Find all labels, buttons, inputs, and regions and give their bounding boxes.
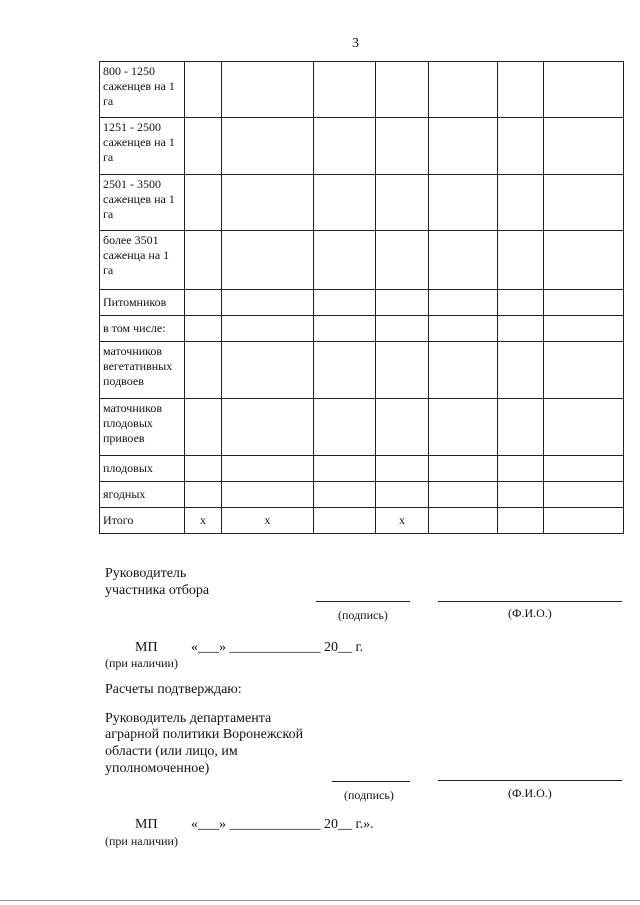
table-cell [185,482,222,508]
table-row [100,290,624,316]
table-row [100,175,624,231]
table-cell [185,118,222,175]
table-cell [498,399,544,456]
table-row [100,482,624,508]
table-cell [314,456,376,482]
table-cell [498,482,544,508]
table-row [100,342,624,399]
page-number: 3 [352,36,359,51]
table-cell [498,342,544,399]
table-cell [544,231,624,290]
table-cell [376,342,429,399]
table-cell [185,399,222,456]
name1-line [438,601,622,602]
row-label: маточников вегетативных подвоев [100,342,185,399]
planting-table [99,61,624,534]
table-cell [222,118,314,175]
table-cell [429,508,498,534]
table-cell [222,342,314,399]
table-cell [314,290,376,316]
row-label: ягодных [100,482,185,508]
table-cell [185,175,222,231]
table-row [100,316,624,342]
table-cell [376,399,429,456]
row-label: плодовых [100,456,185,482]
table-cell [222,456,314,482]
table-cell [314,342,376,399]
name2-line [438,780,622,781]
table-row [100,118,624,175]
table-cell [314,231,376,290]
signer2-title-line4: уполномоченное) [105,761,210,776]
signer1-title-line2: участника отбора [105,583,210,598]
table-cell [376,118,429,175]
table-cell [185,62,222,118]
table-cell [314,62,376,118]
table-cell [429,342,498,399]
row-label: более 3501 саженца на 1 га [100,231,185,290]
table-cell [376,175,429,231]
table-cell [185,290,222,316]
stamp2: МП [135,817,158,832]
signature2-line [332,781,410,782]
table-row [100,231,624,290]
table-cell [544,482,624,508]
table-cell [314,508,376,534]
signature1-line [316,601,410,602]
table-cell [185,231,222,290]
table-cell [222,316,314,342]
stamp1-note: (при наличии) [105,656,178,670]
table-row [100,399,624,456]
table-row [100,508,624,534]
table-cell [498,175,544,231]
table-cell [376,456,429,482]
table-cell [185,342,222,399]
table-cell [498,508,544,534]
table-cell [429,399,498,456]
table-cell [544,316,624,342]
signature1-caption: (подпись) [338,608,388,622]
table-cell [544,290,624,316]
table-cell [222,62,314,118]
table-cell [222,399,314,456]
table-cell [544,118,624,175]
name1-caption: (Ф.И.О.) [508,606,552,620]
table-cell [429,175,498,231]
name2-caption: (Ф.И.О.) [508,786,552,800]
table-cell [222,231,314,290]
table-cell [185,316,222,342]
row-label: 2501 - 3500 саженцев на 1 га [100,175,185,231]
date2: «___» _____________ 20__ г.». [191,817,374,832]
table-cell [314,118,376,175]
table-cell [544,62,624,118]
row-label: Итого [100,508,185,534]
table-cell [498,118,544,175]
table-cell [376,231,429,290]
table-cell [314,482,376,508]
row-label: в том числе: [100,316,185,342]
table-cell [498,231,544,290]
table-cell [376,62,429,118]
table-cell [544,342,624,399]
signature2-caption: (подпись) [344,788,394,802]
table-cell [185,456,222,482]
table-cell [498,62,544,118]
table-cell: х [376,508,429,534]
table-cell [429,316,498,342]
row-label: Питомников [100,290,185,316]
table-cell [429,290,498,316]
table-cell [544,456,624,482]
table-cell: х [222,508,314,534]
table-cell [544,508,624,534]
table-row [100,456,624,482]
stamp1: МП [135,640,158,655]
table-cell [222,175,314,231]
signer1-title-line1: Руководитель [105,566,187,581]
stamp2-note: (при наличии) [105,834,178,848]
table-cell [222,290,314,316]
date1: «___» _____________ 20__ г. [191,640,364,655]
table-cell [498,290,544,316]
table-cell [376,290,429,316]
table-cell [498,456,544,482]
page-bottom-rule [0,900,640,901]
table-cell [429,118,498,175]
row-label: 1251 - 2500 саженцев на 1 га [100,118,185,175]
table-cell [314,399,376,456]
table-cell [544,175,624,231]
row-label: 800 - 1250 саженцев на 1 га [100,62,185,118]
table-cell: х [185,508,222,534]
table-cell [429,482,498,508]
table-cell [429,62,498,118]
signer2-title-line2: аграрной политики Воронежской [105,727,304,742]
table-cell [222,482,314,508]
table-cell [314,175,376,231]
table-cell [314,316,376,342]
table-cell [498,316,544,342]
table-row [100,62,624,118]
table-cell [429,231,498,290]
row-label: маточников плодовых привоев [100,399,185,456]
signer2-title-line1: Руководитель департамента [105,711,272,726]
confirm-text: Расчеты подтверждаю: [105,682,242,697]
table-cell [376,316,429,342]
table-cell [429,456,498,482]
signer2-title-line3: области (или лицо, им [105,744,238,759]
table-cell [376,482,429,508]
table-cell [544,399,624,456]
